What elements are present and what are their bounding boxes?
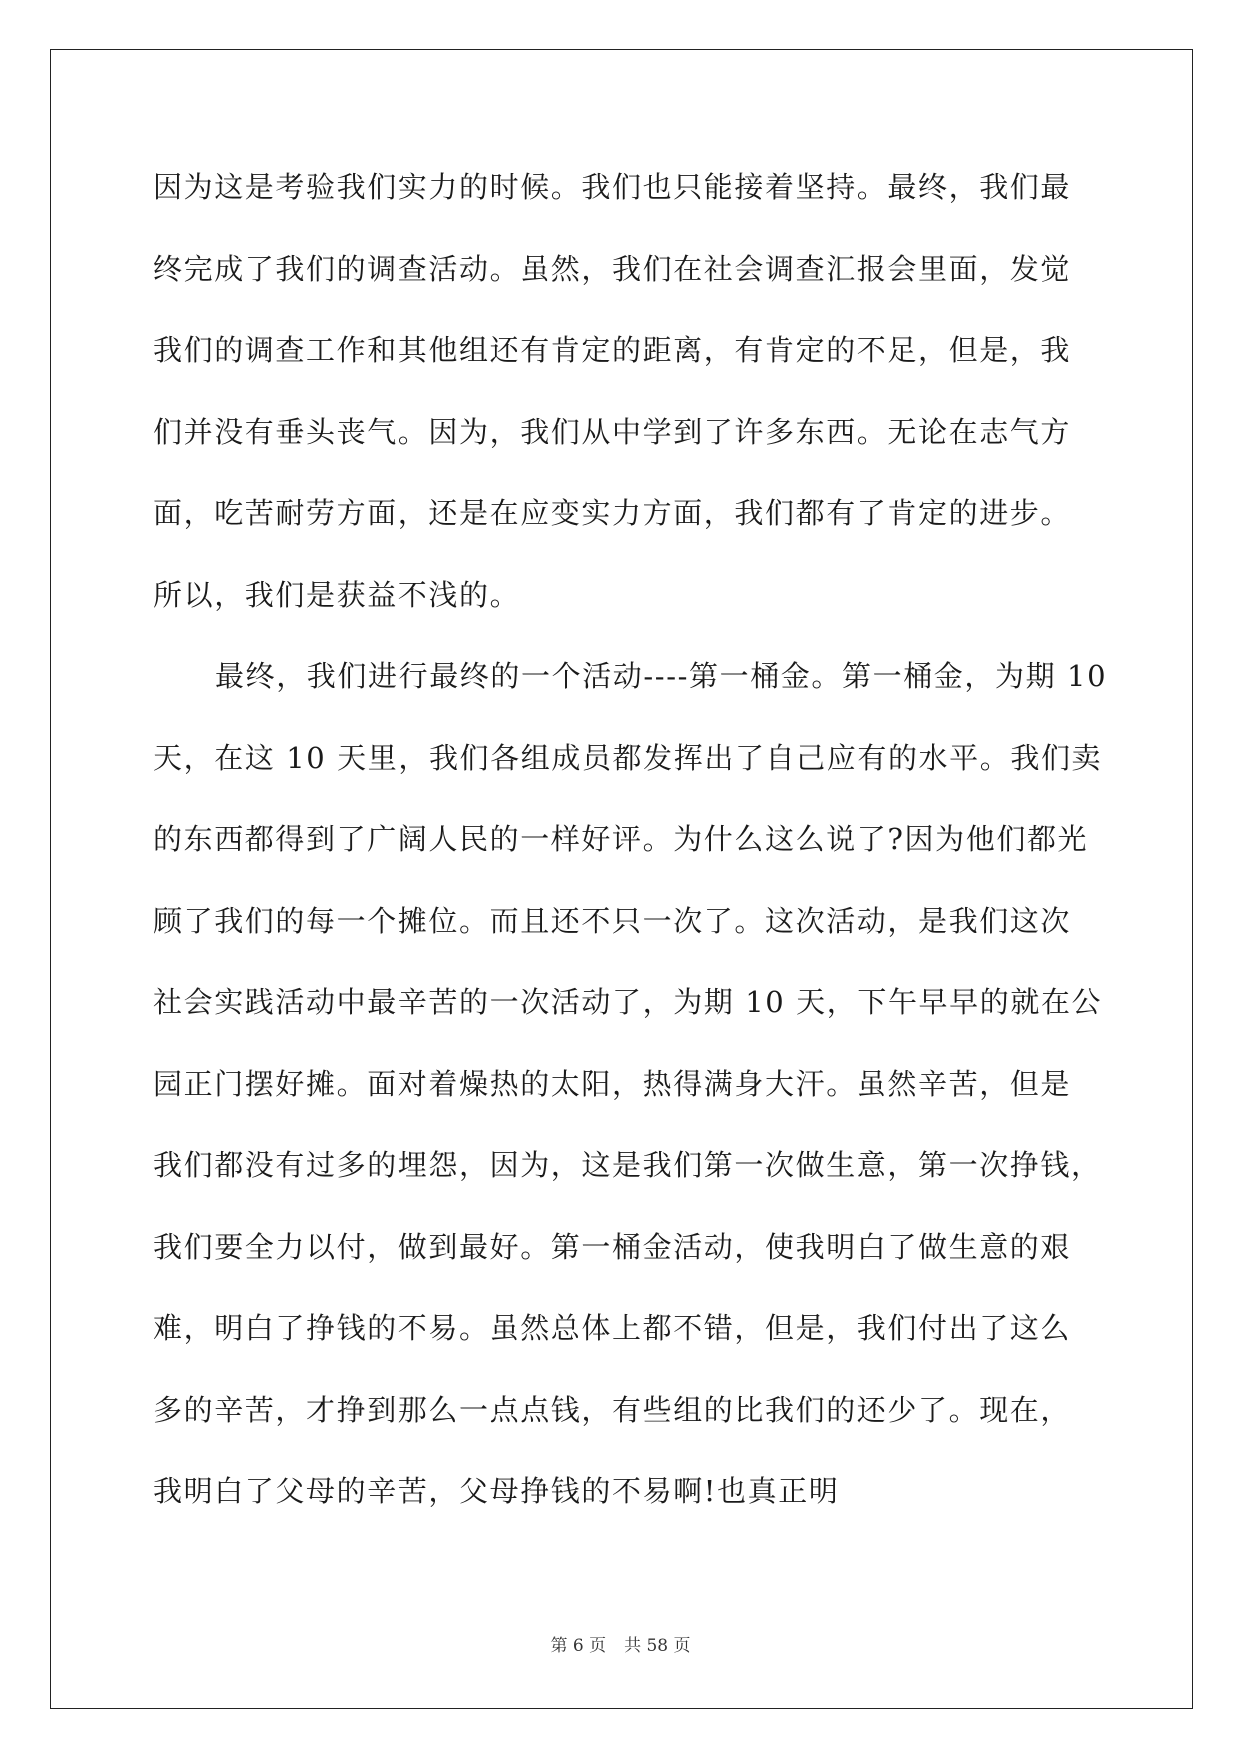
document-body	[153, 157, 1108, 1543]
text-line: 们并没有垂头丧气。因为，我们从中学到了许多东西。无论在志气方	[153, 414, 1072, 449]
text-line: 所以，我们是获益不浅的。	[153, 577, 521, 612]
paragraph-first-line: 最终，我们进行最终的一个活动----第一桶金。第一桶金，为期 10	[215, 659, 1108, 693]
text-line: 我明白了父母的辛苦，父母挣钱的不易啊!也真正明	[153, 1474, 840, 1508]
page-number: 第 6 页	[550, 1636, 607, 1656]
text-line: 我们都没有过多的埋怨，因为，这是我们第一次做生意，第一次挣钱，	[153, 1148, 1102, 1182]
text-line: 终完成了我们的调查活动。虽然，我们在社会调查汇报会里面，发觉	[153, 251, 1072, 286]
text-line: 我们的调查工作和其他组还有肯定的距离，有肯定的不足，但是，我	[153, 333, 1072, 367]
text-line: 天，在这 10 天里，我们各组成员都发挥出了自己应有的水平。我们卖	[153, 740, 1103, 775]
text-line: 因为这是考验我们实力的时候。我们也只能接着坚持。最终，我们最	[153, 170, 1072, 204]
text-line: 顾了我们的每一个摊位。而且还不只一次了。这次活动，是我们这次	[153, 903, 1072, 938]
text-line: 的东西都得到了广阔人民的一样好评。为什么这么说了?因为他们都光	[153, 822, 1089, 856]
page-footer	[0, 1631, 1241, 1656]
text-line: 园正门摆好摊。面对着燥热的太阳，热得满身大汗。虽然辛苦，但是	[153, 1066, 1072, 1101]
text-line: 社会实践活动中最辛苦的一次活动了，为期 10 天，下午早早的就在公	[153, 985, 1103, 1019]
text-line: 面，吃苦耐劳方面，还是在应变实力方面，我们都有了肯定的进步。	[153, 496, 1072, 530]
page-total: 共 58 页	[624, 1636, 691, 1656]
text-line: 多的辛苦，才挣到那么一点点钱，有些组的比我们的还少了。现在，	[153, 1392, 1072, 1427]
text-line: 难，明白了挣钱的不易。虽然总体上都不错，但是，我们付出了这么	[153, 1311, 1072, 1345]
text-line: 我们要全力以付，做到最好。第一桶金活动，使我明白了做生意的艰	[153, 1229, 1072, 1264]
